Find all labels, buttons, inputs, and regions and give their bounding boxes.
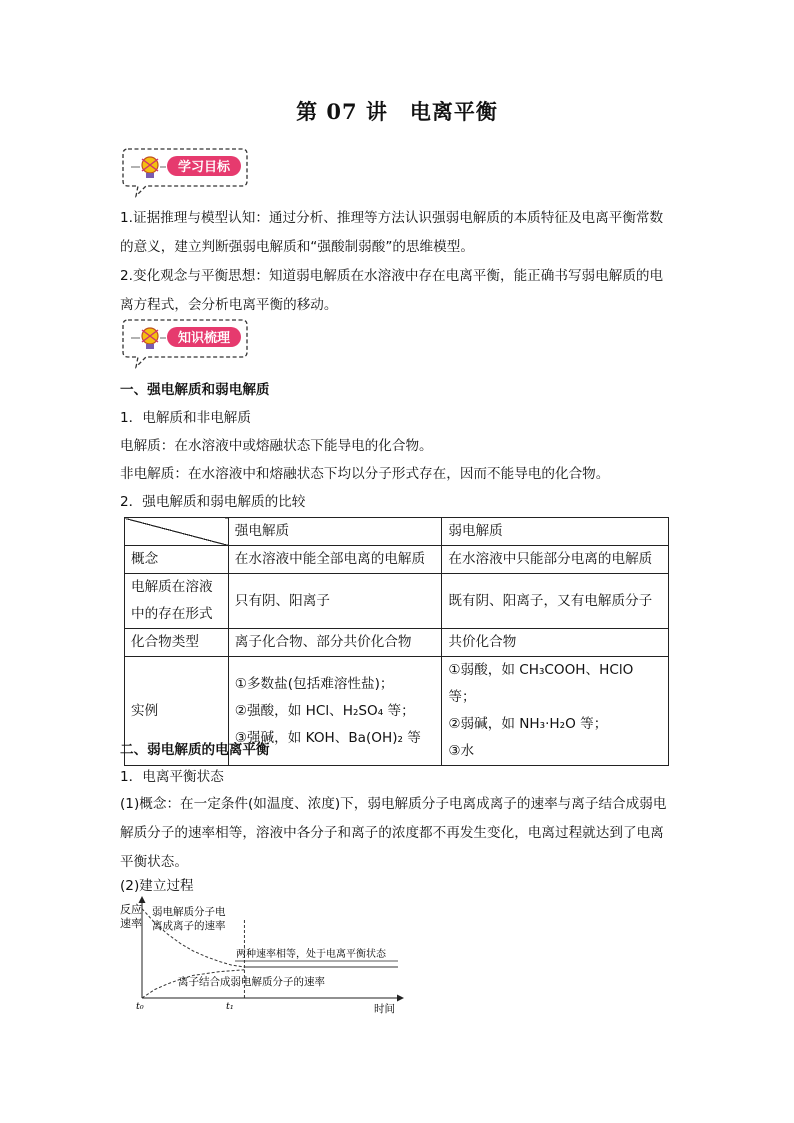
- y-axis-label-line1: 反应: [120, 903, 142, 916]
- process-label: (2)建立过程: [120, 878, 194, 894]
- knowledge-badge: [120, 314, 250, 370]
- table-row: [125, 546, 669, 574]
- row-label: 实例: [125, 657, 229, 766]
- objectives-badge: [120, 143, 250, 199]
- section2-heading: 二、弱电解质的电离平衡: [120, 742, 270, 758]
- speech-bubble-icon: [120, 143, 250, 199]
- reverse-rate-label: 离子结合成弱电解质分子的速率: [178, 976, 325, 988]
- cell-weak: 共价化合物: [442, 629, 669, 657]
- table-row: [125, 629, 669, 657]
- equilibrium-concept: (1)概念：在一定条件(如温度、浓度)下，弱电解质分子电离成离子的速率与离子结合成弱电解质分子的速率相等，溶液中各分子和离子的浓度都不再发生变化，电离过程就达到了电离平衡状态。: [120, 796, 667, 870]
- cell-weak: 在水溶液中只能部分电离的电解质: [442, 546, 669, 574]
- cell-strong: 离子化合物、部分共价化合物: [228, 629, 442, 657]
- electrolyte-definition: 电解质：在水溶液中或熔融状态下能导电的化合物。: [120, 438, 433, 454]
- objective-1: 1.证据推理与模型认知：通过分析、推理等方法认识强弱电解质的本质特征及电离平衡常数的意义，建立判断强弱电解质和“强酸制弱酸”的思维模型。: [120, 210, 664, 255]
- speech-bubble-icon: [120, 314, 250, 370]
- tick-t1: t₁: [226, 1001, 234, 1012]
- forward-rate-label-line2: 离成离子的速率: [152, 920, 226, 932]
- badge-label: 学习目标: [177, 160, 231, 175]
- objective-2: 2.变化观念与平衡思想：知道弱电解质在水溶液中存在电离平衡，能正确书写弱电解质的电离方程式，会分析电离平衡的移动。: [120, 268, 664, 313]
- header-weak: 弱电解质: [442, 518, 669, 546]
- rate-time-chart: [118, 896, 408, 1016]
- section1-heading: 一、强电解质和弱电解质: [120, 382, 270, 398]
- row-label: 化合物类型: [125, 629, 229, 657]
- cell-strong: 在水溶液中能全部电离的电解质: [228, 546, 442, 574]
- table-row: [125, 574, 669, 629]
- nonelectrolyte-definition: 非电解质：在水溶液中和熔融状态下均以分子形式存在，因而不能导电的化合物。: [120, 466, 610, 482]
- tick-t0: t₀: [136, 1001, 144, 1012]
- forward-rate-label-line1: 弱电解质分子电: [152, 906, 226, 918]
- row-label: 电解质在溶液 中的存在形式: [125, 574, 229, 629]
- cell-strong-examples: ①多数盐(包括难溶性盐)； ②强酸，如 HCl、H₂SO₄ 等； ③强碱，如 KOH、Ba(OH)₂ 等: [228, 657, 442, 766]
- comparison-table: [124, 517, 669, 766]
- table-header-row: [125, 518, 669, 546]
- y-axis-label-line2: 速率: [120, 917, 142, 930]
- diagonal-header-cell: [125, 518, 229, 546]
- page-title: 第 07 讲 电离平衡: [296, 99, 498, 124]
- equilibrium-annotation: 两种速率相等，处于电离平衡状态: [236, 949, 386, 960]
- cell-weak: 既有阴、阳离子，又有电解质分子: [442, 574, 669, 629]
- section1-sub1: 1．电解质和非电解质: [120, 410, 251, 426]
- x-axis-label: 时间: [374, 1003, 395, 1015]
- header-strong: 强电解质: [228, 518, 442, 546]
- row-label: 概念: [125, 546, 229, 574]
- badge-label: 知识梳理: [177, 331, 231, 346]
- section2-sub1: 1．电离平衡状态: [120, 769, 224, 785]
- section1-sub2: 2．强电解质和弱电解质的比较: [120, 494, 306, 510]
- cell-strong: 只有阴、阳离子: [228, 574, 442, 629]
- cell-weak-examples: ①弱酸，如 CH₃COOH、HClO 等； ②弱碱，如 NH₃·H₂O 等； ③水: [442, 657, 669, 766]
